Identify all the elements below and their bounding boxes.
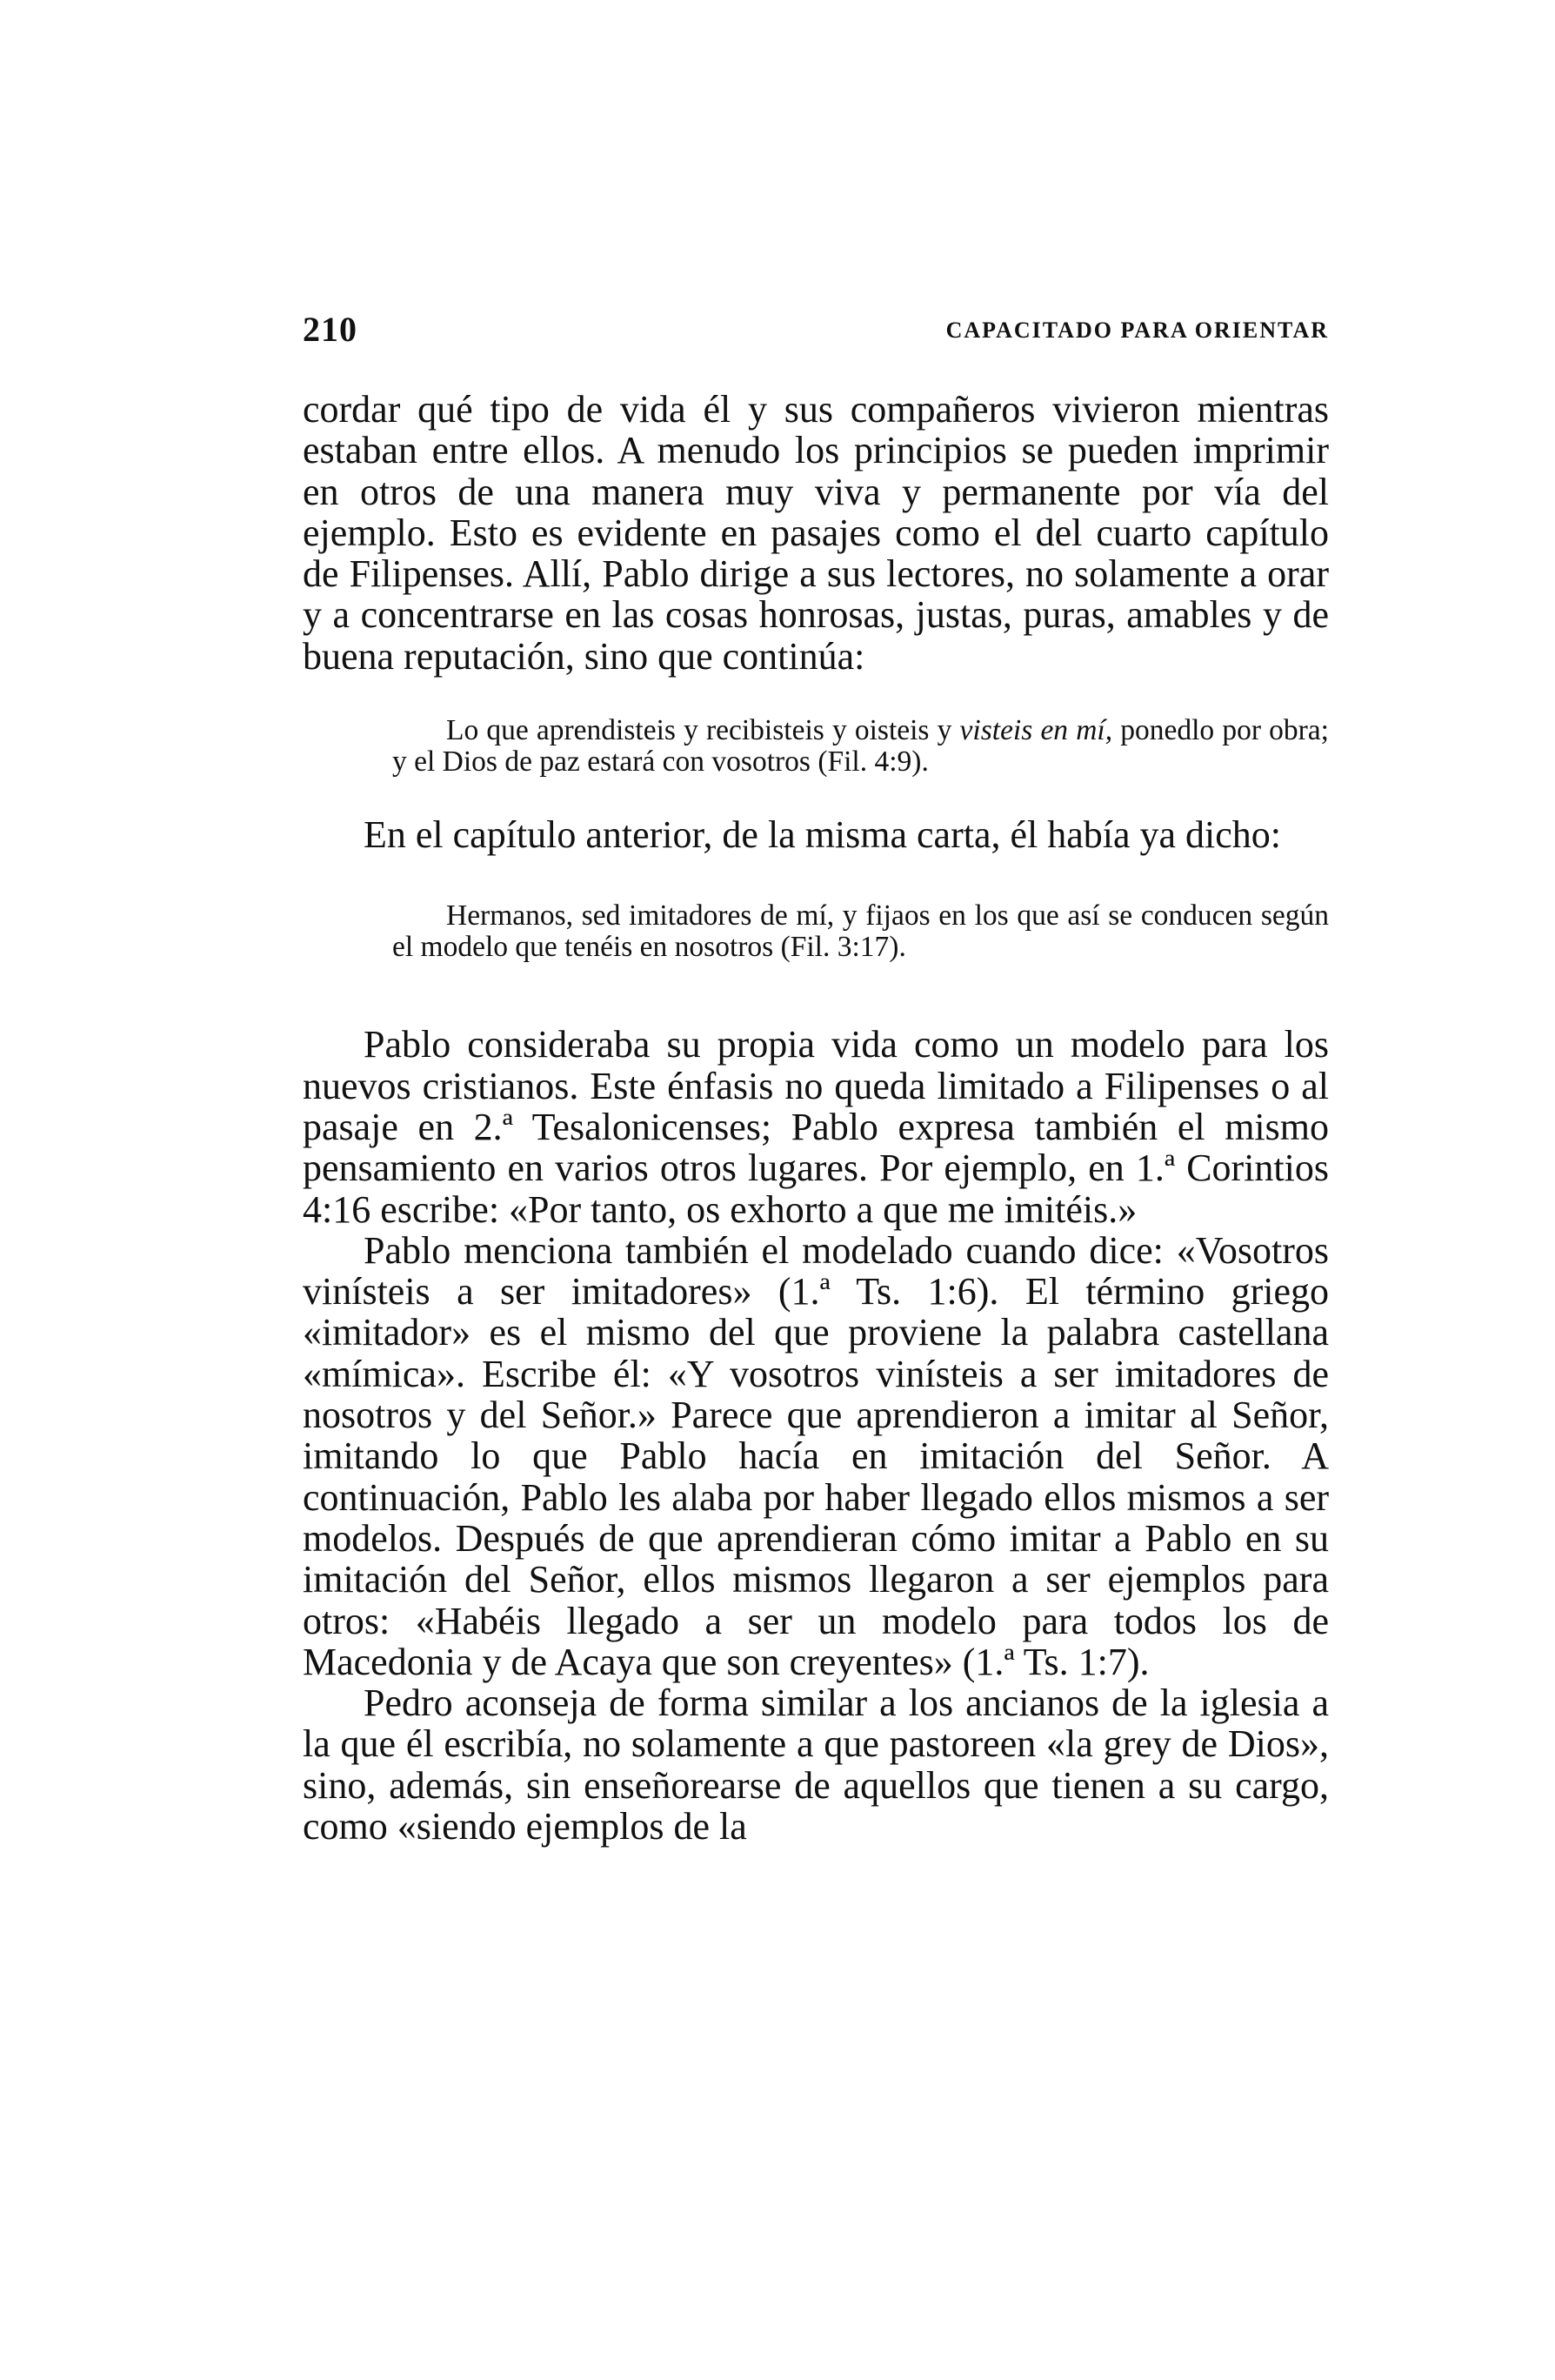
page-number: 210 <box>303 310 357 349</box>
block-quote-1 <box>392 715 1329 778</box>
paragraph-1: cordar qué tipo de vida él y sus compañeros vivieron mientras estaban entre ellos. A menudo los principios se pueden imprimir en otros de una manera muy viva y permanente por vía del ejemplo. Esto es evidente en pasajes como el del cuarto capítulo de Filipenses. Allí, Pablo dirige a sus lectores, no solamente a orar y a concentrarse en las cosas honrosas, justas, puras, amables y de buena reputación, sino que continúa: <box>303 388 1329 678</box>
paragraph-2: En el capítulo anterior, de la misma carta, él había ya dicho: <box>364 813 1282 857</box>
paragraph-4: Pablo menciona también el modelado cuando dice: «Vosotros vinísteis a ser imitadores» (1.ª Ts. 1:6). El término griego «imitador» es el mismo del que proviene la palabra castellana «mímica». Escribe él: «Y vosotros vinísteis a ser imitadores de nosotros y del Señor.» Parece que aprendieron a imitar al Señor, imitando lo que Pablo hacía en imitación del Señor. A continuación, Pablo les alaba por haber llegado ellos mismos a ser modelos. Después de que aprendieran cómo imitar a Pablo en su imitación del Señor, ellos mismos llegaron a ser ejemplos para otros: «Habéis llegado a ser un modelo para todos los de Macedonia y de Acaya que son creyentes» (1.ª Ts. 1:7). <box>303 1228 1329 1683</box>
quote-1-text-start: Lo que aprendisteis y recibisteis y oisteis y <box>446 714 960 747</box>
paragraph-3: Pablo consideraba su propia vida como un modelo para los nuevos cristianos. Este énfasis no queda limitado a Filipenses o al pasaje en 2.ª Tesalonicenses; Pablo expresa también el mismo pensamiento en varios otros lugares. Por ejemplo, en 1.ª Corintios 4:16 escribe: «Por tanto, os exhorto a que me imitéis.» <box>303 1023 1329 1231</box>
block-quote-2-text: Hermanos, sed imitadores de mí, y fijaos en los que así se conducen según el modelo que tenéis en nosotros (Fil. 3:17). <box>392 899 1329 964</box>
paragraph-5: Pedro aconseja de forma similar a los ancianos de la iglesia a la que él escribía, no solamente a que pastoreen «la grey de Dios», sino, además, sin enseñorearse de aquellos que tienen a su cargo, como «siendo ejemplos de la <box>303 1681 1329 1849</box>
block-quote-2 <box>392 900 1329 963</box>
quote-1-text-end: ponedlo por obra; y el Dios de paz estará con vosotros (Fil. 4:9). <box>392 714 1329 779</box>
book-page <box>303 309 1329 1847</box>
running-head <box>303 309 1329 361</box>
quote-1-italic-text: visteis en mí, <box>959 714 1113 747</box>
running-title: CAPACITADO PARA ORIENTAR <box>945 318 1329 343</box>
block-quote-1-text <box>392 715 1329 778</box>
